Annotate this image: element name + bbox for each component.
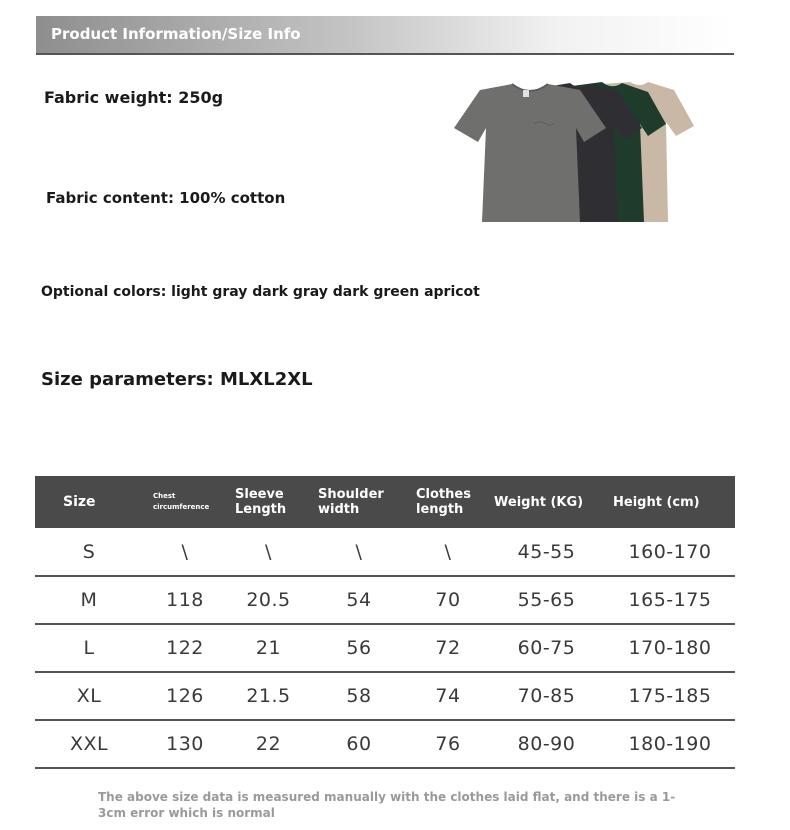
table-row <box>35 576 735 624</box>
cell-shoulder: 54 <box>346 589 372 611</box>
optional-colors-text: Optional colors: light gray dark gray dark green apricot <box>41 284 480 300</box>
size-table-container <box>35 476 735 769</box>
cell-clothes: 76 <box>435 733 461 755</box>
cell-shoulder: 56 <box>346 637 372 659</box>
header-sleeve-line1: Sleeve <box>235 487 284 502</box>
measurement-note: The above size data is measured manually with the clothes laid flat, and there is a 1-3cm error which is normal <box>98 790 676 820</box>
cell-sleeve: 22 <box>255 733 282 755</box>
header-clothes-line2: length <box>416 502 464 517</box>
cell-clothes: \ <box>444 540 452 563</box>
cell-shoulder: 60 <box>346 733 372 755</box>
cell-size: XL <box>76 685 102 707</box>
cell-chest: \ <box>181 540 189 563</box>
cell-size: S <box>82 540 96 563</box>
cell-size: M <box>80 589 98 611</box>
cell-clothes: 70 <box>435 589 461 611</box>
size-table <box>35 476 735 769</box>
cell-clothes: 74 <box>435 685 461 707</box>
cell-shoulder: 58 <box>346 685 372 707</box>
cell-weight: 80-90 <box>517 733 576 755</box>
cell-height: 180-190 <box>628 733 712 755</box>
cell-size: XXL <box>69 733 109 755</box>
header-chest-line1: Chest <box>153 492 176 500</box>
header-shoulder-line1: Shoulder <box>318 487 384 502</box>
header-weight: Weight (KG) <box>494 494 584 510</box>
cell-height: 175-185 <box>628 685 712 707</box>
cell-size: L <box>83 637 95 659</box>
cell-sleeve: 21 <box>255 637 282 659</box>
header-sleeve-line2: Length <box>235 502 287 517</box>
cell-weight: 55-65 <box>517 589 576 611</box>
size-parameters-text: Size parameters: MLXL2XL <box>41 369 313 390</box>
fabric-weight-text: Fabric weight: 250g <box>44 88 224 107</box>
header-shoulder <box>310 476 408 528</box>
cell-shoulder: \ <box>355 540 363 563</box>
header-sleeve <box>227 476 310 528</box>
header-chest <box>143 476 227 528</box>
table-row <box>35 624 735 672</box>
header-clothes-line1: Clothes <box>416 487 471 502</box>
header-chest-line2: circumference <box>153 503 210 511</box>
header-clothes <box>408 476 488 528</box>
cell-sleeve: 21.5 <box>246 685 291 707</box>
table-row <box>35 720 735 768</box>
cell-chest: 130 <box>166 733 204 755</box>
section-title: Product Information/Size Info <box>51 25 301 43</box>
header-height: Height (cm) <box>613 494 700 510</box>
cell-weight: 45-55 <box>517 540 576 563</box>
table-row <box>35 528 735 576</box>
cell-chest: 118 <box>166 589 204 611</box>
cell-weight: 70-85 <box>517 685 576 707</box>
cell-sleeve: \ <box>265 540 272 563</box>
table-header-row <box>35 476 735 528</box>
section-header <box>36 16 734 55</box>
cell-height: 165-175 <box>628 589 712 611</box>
cell-sleeve: 20.5 <box>246 589 291 611</box>
cell-weight: 60-75 <box>517 637 576 659</box>
cell-height: 160-170 <box>628 540 712 563</box>
table-row <box>35 672 735 720</box>
cell-height: 170-180 <box>628 637 712 659</box>
cell-chest: 126 <box>166 685 204 707</box>
header-size: Size <box>63 493 96 510</box>
header-shoulder-line2: width <box>318 502 360 517</box>
product-tshirts-image <box>452 80 698 226</box>
cell-clothes: 72 <box>435 637 461 659</box>
fabric-content-text: Fabric content: 100% cotton <box>46 189 286 207</box>
cell-chest: 122 <box>166 637 204 659</box>
